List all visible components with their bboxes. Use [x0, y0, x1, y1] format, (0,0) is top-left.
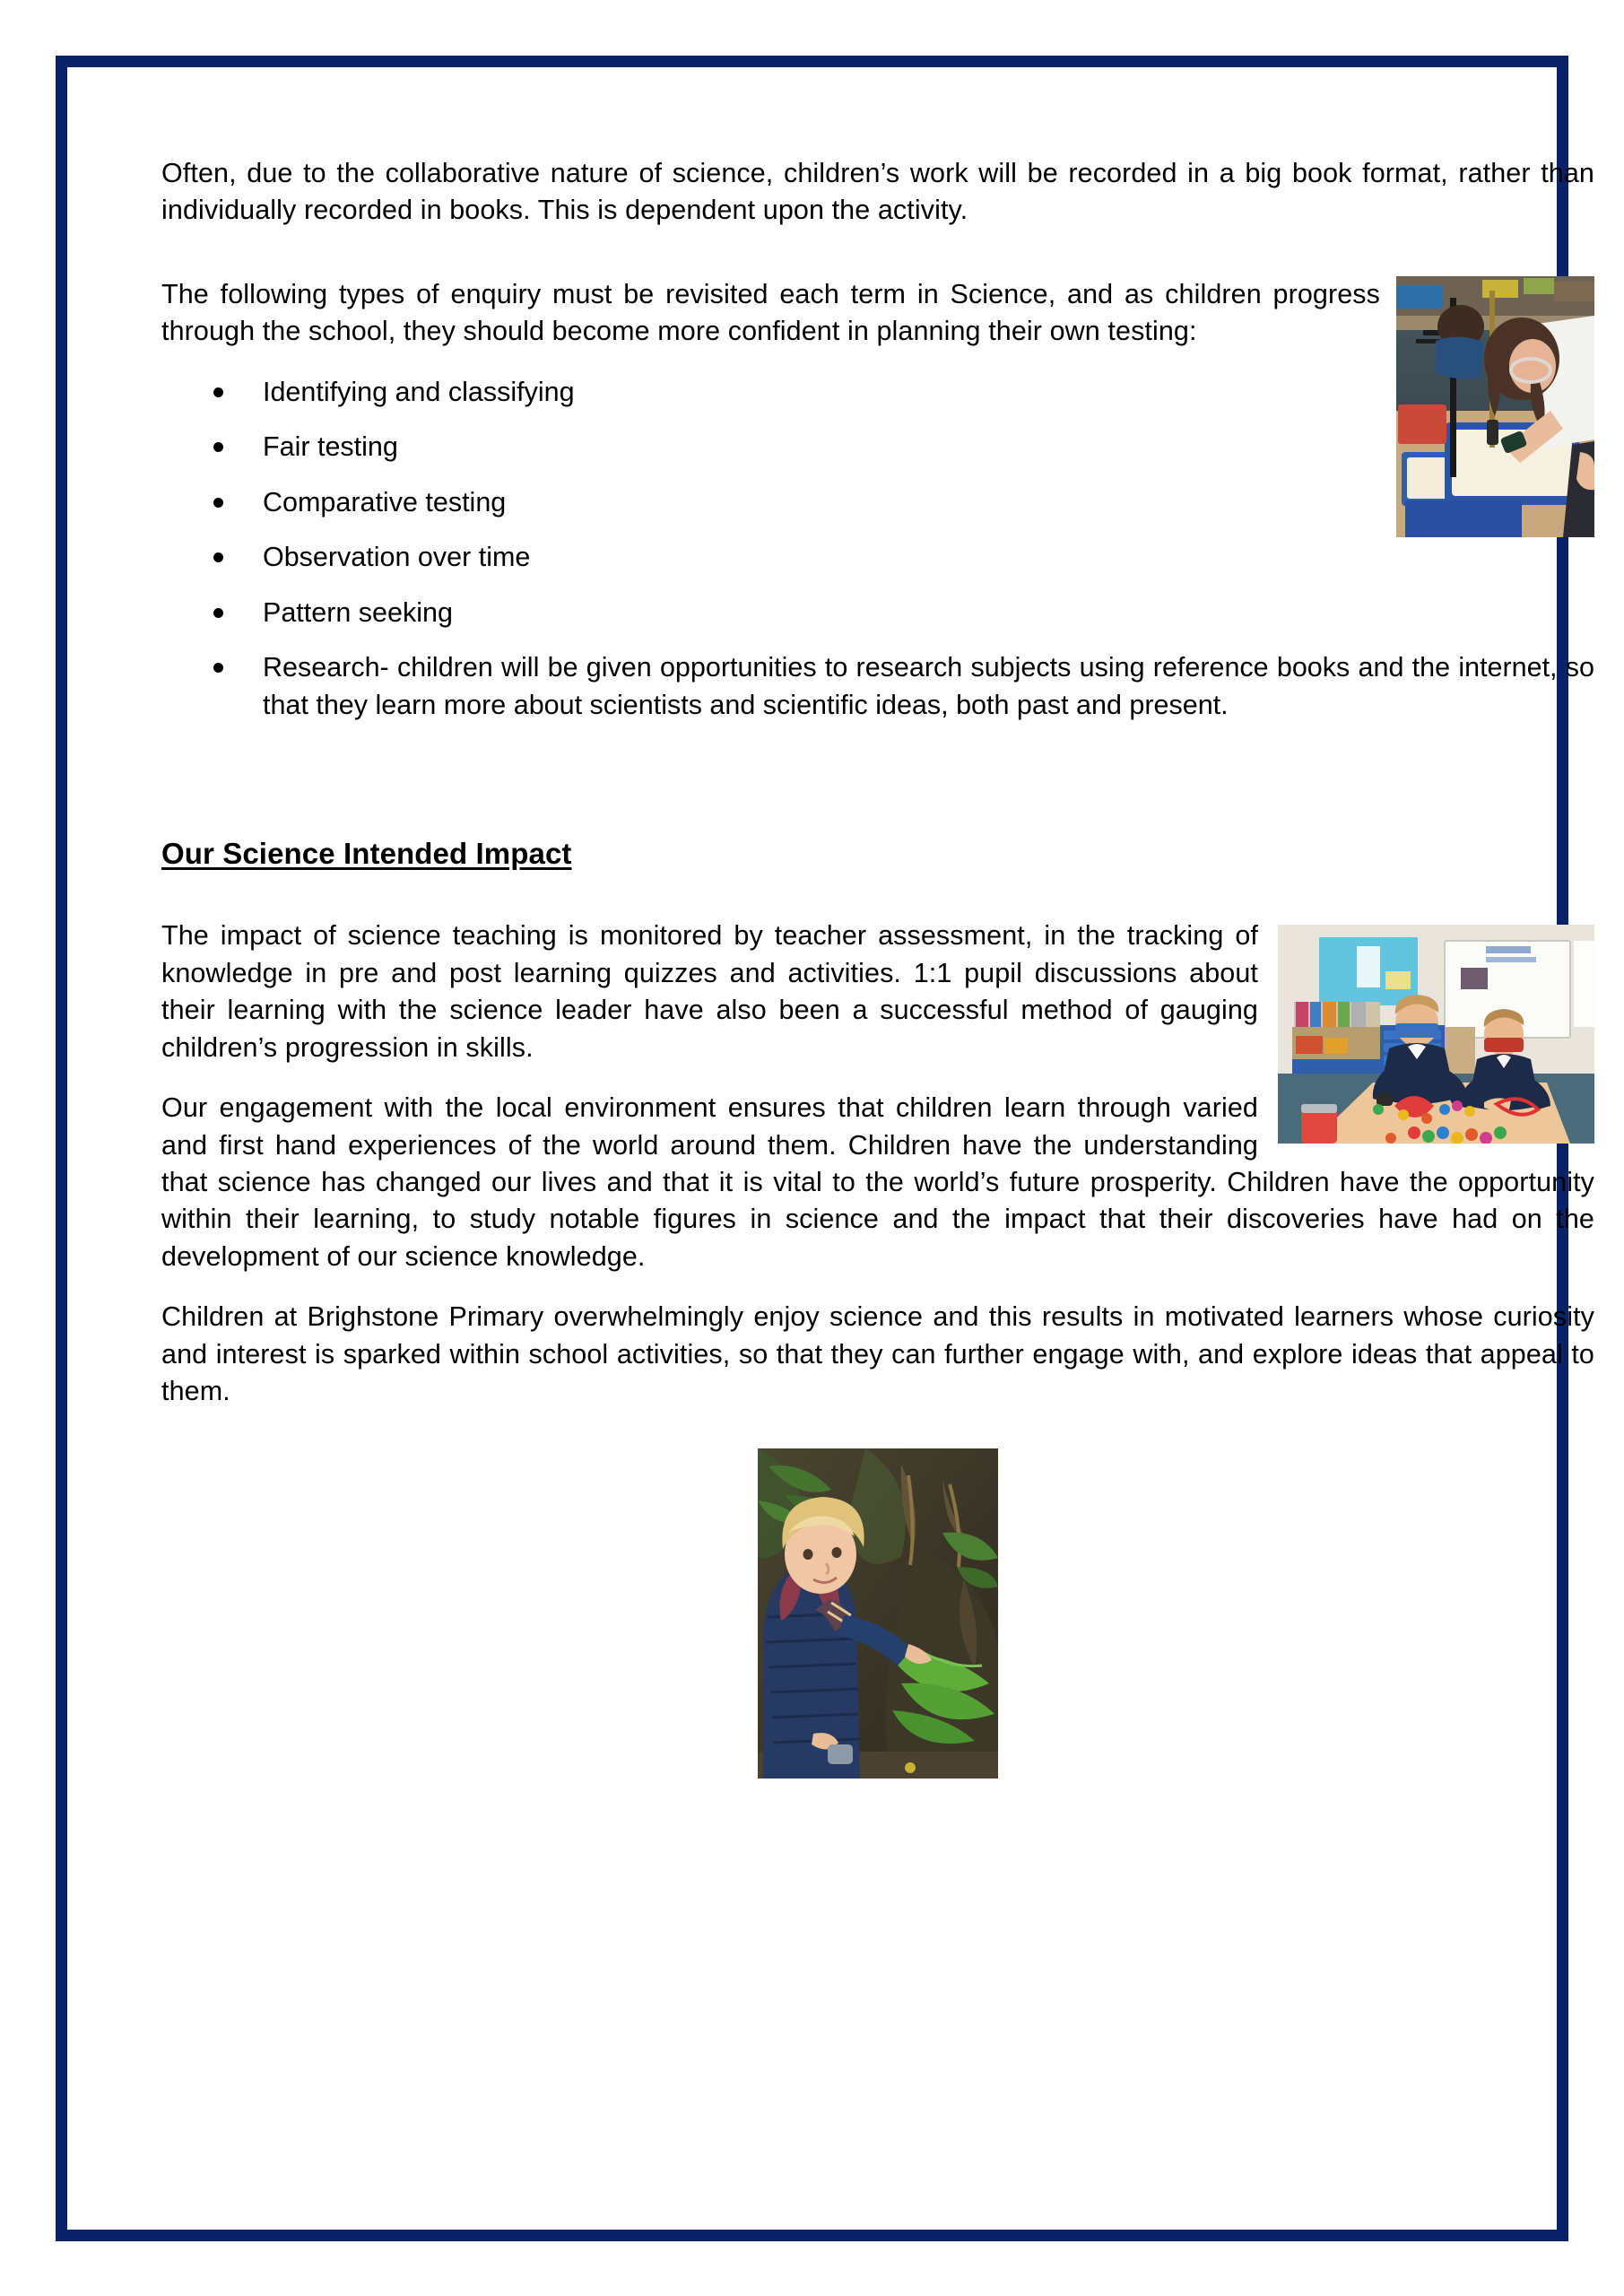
blindfold-activity-photo: [1278, 925, 1594, 1144]
outdoor-learning-photo-art: [758, 1448, 998, 1779]
spacer: [161, 724, 1594, 790]
paragraph-collaborative-nature: Often, due to the collaborative nature of science, children’s work will be recorded in a big book format, rather than individually recorded in books. This is dependent upon the activity.: [161, 158, 1594, 226]
list-item-label: Observation over time: [263, 542, 531, 573]
page-title-intended-impact: Our Science Intended Impact: [161, 837, 572, 871]
outdoor-learning-photo: [758, 1448, 998, 1779]
bullet-icon: [213, 442, 223, 452]
spacer: [161, 1275, 1594, 1299]
page-border-frame: [56, 56, 1594, 2241]
list-item: [161, 539, 1594, 576]
list-item-label: Identifying and classifying: [263, 376, 575, 407]
spacer: [161, 790, 1594, 837]
bullet-icon: [213, 663, 223, 673]
bullet-icon: [213, 387, 223, 397]
bullet-icon: [213, 608, 223, 618]
list-item: [161, 649, 1594, 724]
list-item: [161, 595, 1594, 631]
list-item-label: Pattern seeking: [263, 596, 453, 628]
list-item-label: Research- children will be given opportunities to research subjects using reference books and the internet, so that they learn more about scientists and scientific ideas, both past and present.: [263, 652, 1594, 720]
enquiry-types-list: [161, 374, 1594, 724]
list-item: [161, 429, 1594, 465]
document-content: [161, 155, 1594, 1779]
blindfold-activity-photo-art: [1278, 925, 1594, 1144]
list-item-label: Fair testing: [263, 431, 398, 463]
spacer: [161, 871, 1594, 918]
list-item: [161, 484, 1594, 521]
paragraph-types-of-enquiry: The following types of enquiry must be revisited each term in Science, and as children progress through the school, they should become more confident in planning their own testing:: [161, 278, 1380, 347]
outdoor-photo-container: [161, 1411, 1594, 1779]
paragraph-impact-engagement: Our engagement with the local environment ensures that children learn through varied and first hand experiences of the world around them. Children have the understanding that science has changed our lives and that it is vital to the world’s future prosperity. Children have the opportunity within their learning, to study notable figures in science and the impact that their discoveries have had on the development of our science knowledge.: [161, 1092, 1594, 1272]
paragraph-impact-monitoring: The impact of science teaching is monitored by teacher assessment, in the tracking of knowledge in pre and post learning quizzes and activities. 1:1 pupil discussions about their learning with the science leader have also been a successful method of gauging children’s progression in skills.: [161, 920, 1258, 1063]
list-item-label: Comparative testing: [263, 486, 507, 517]
paragraph-impact-enjoyment: Children at Brighstone Primary overwhelmingly enjoy science and this results in motivated learners whose curiosity and interest is sparked within school activities, so that they can further engage with, and explore ideas that appeal to them.: [161, 1301, 1594, 1407]
spacer: [161, 351, 1594, 374]
bullet-icon: [213, 552, 223, 562]
bullet-icon: [213, 498, 223, 508]
spacer: [161, 230, 1594, 276]
list-item: [161, 374, 1594, 411]
